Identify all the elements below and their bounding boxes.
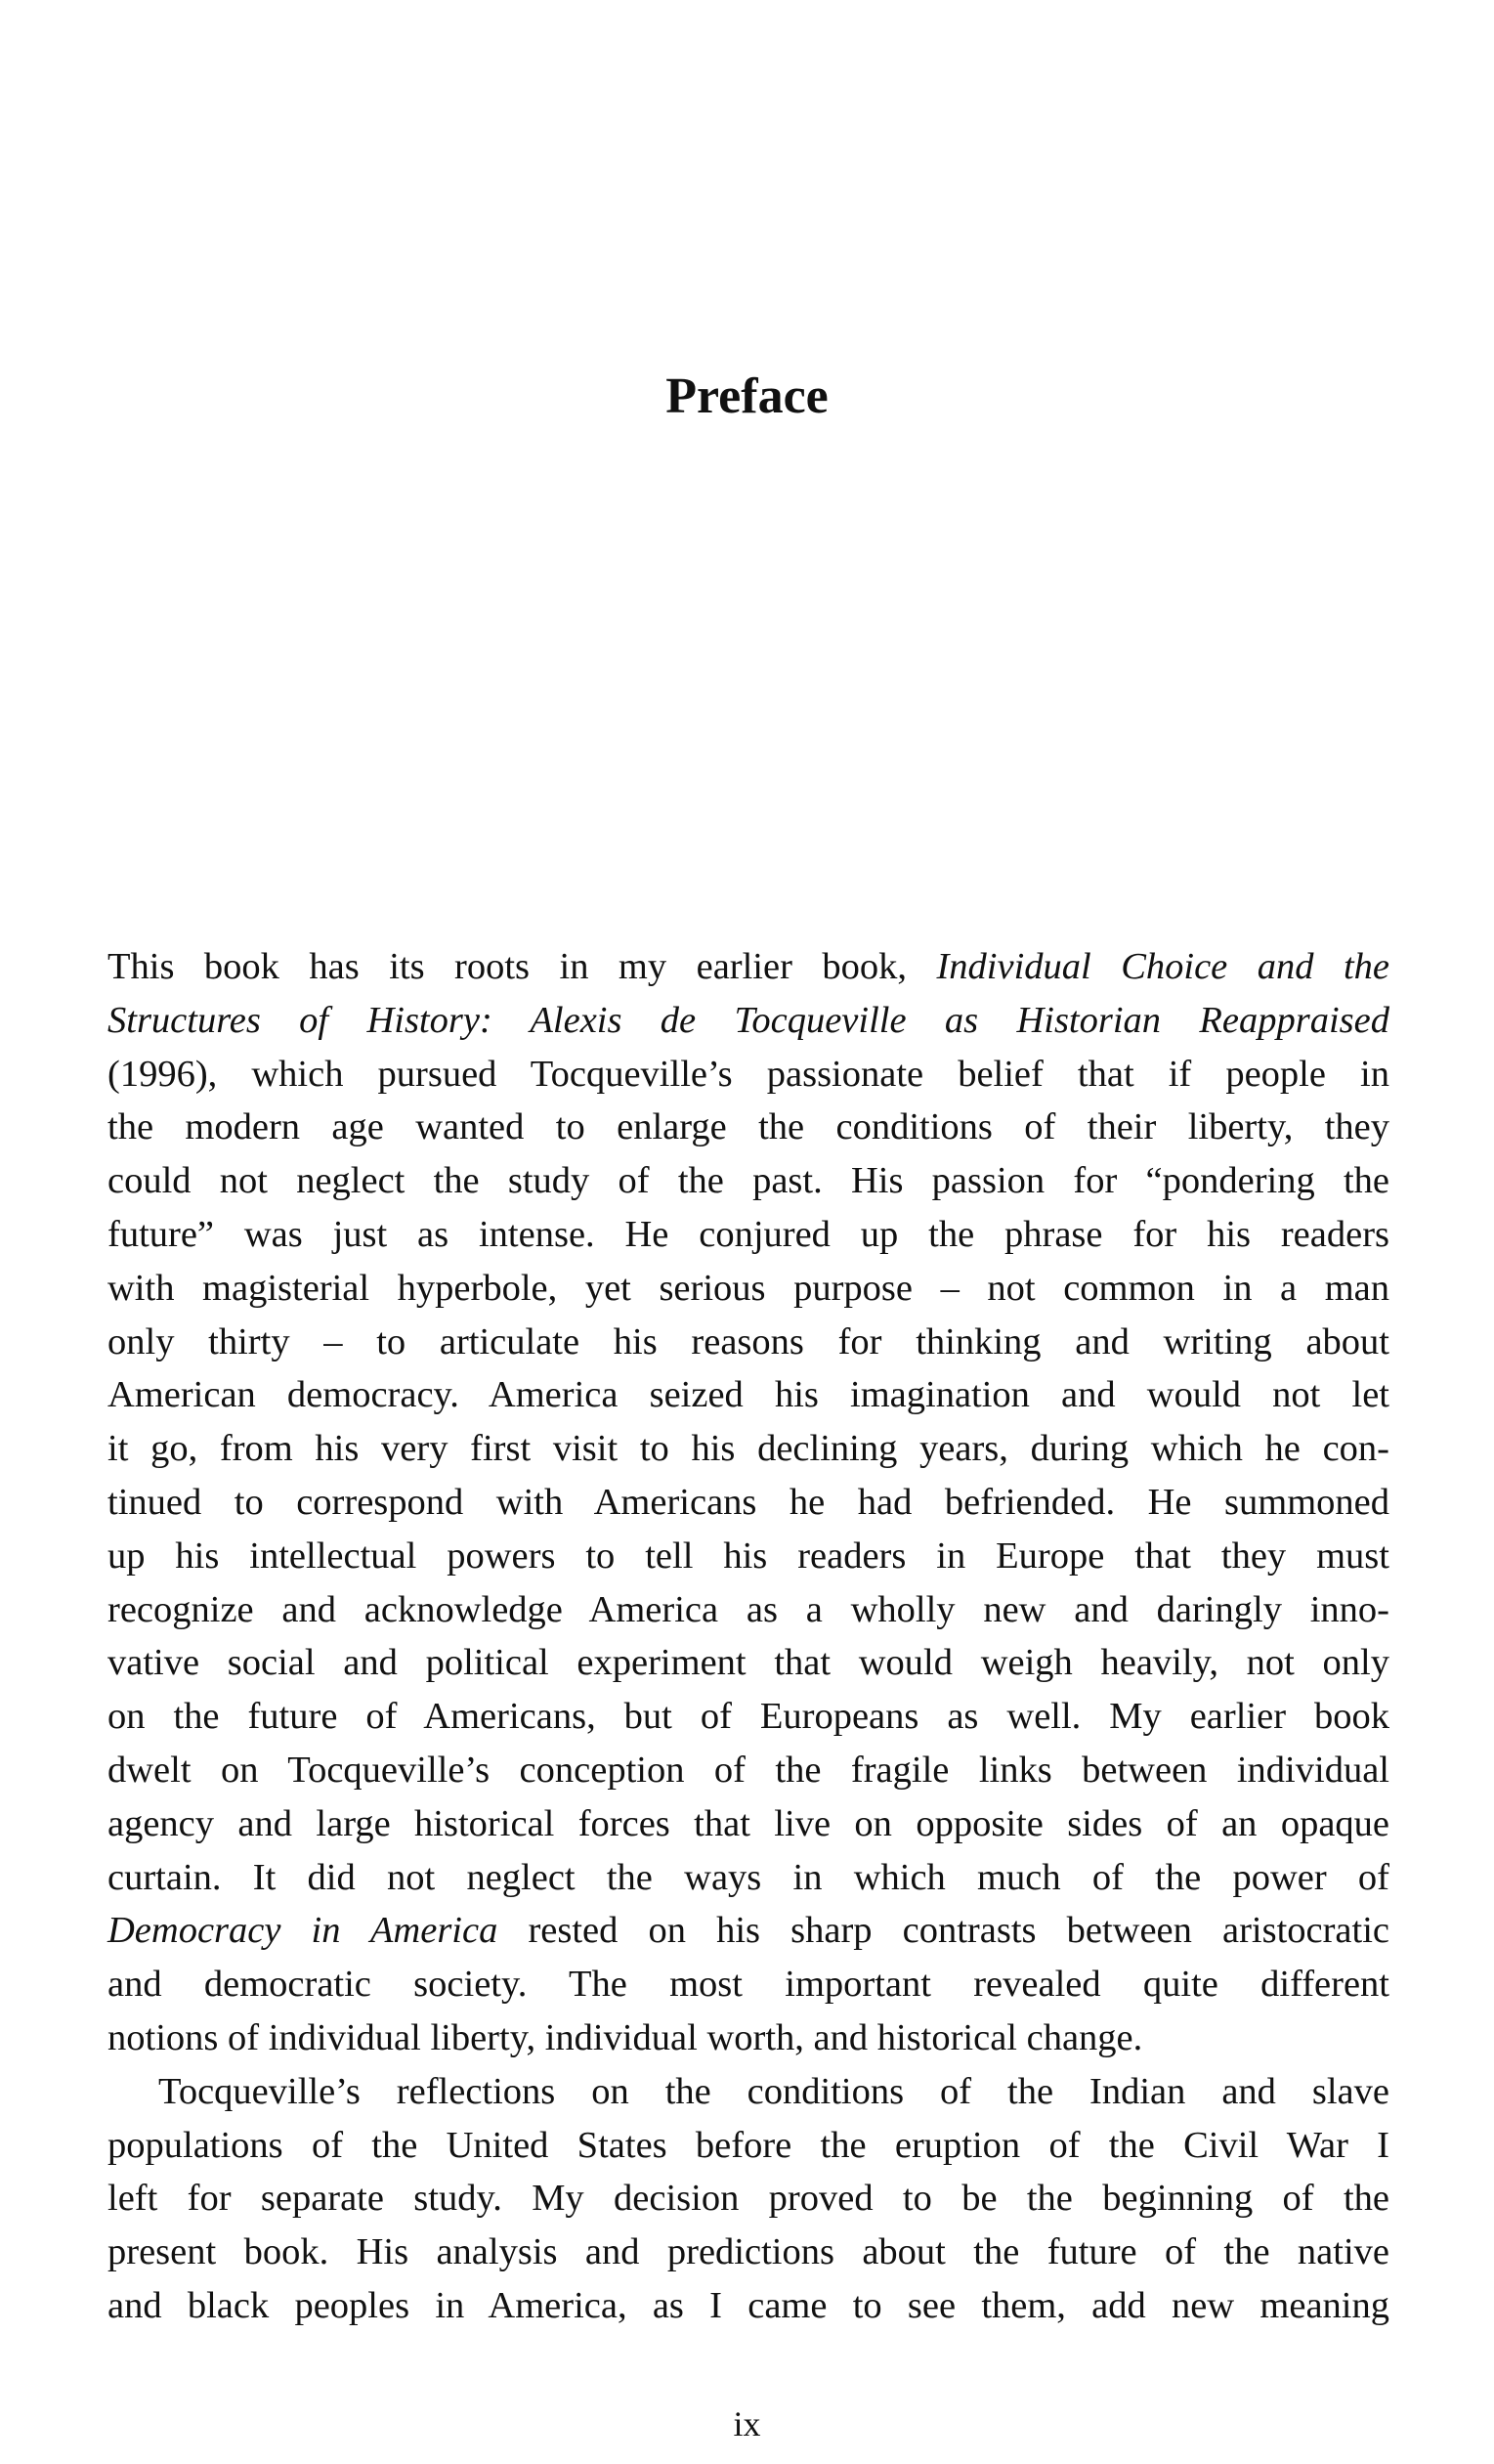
- text-line: Structures of History: Alexis de Tocqueville as Historian Reappraised: [107, 999, 1389, 1041]
- text-line: Democracy in America rested on his sharp contrasts between aristocratic: [107, 1910, 1389, 1952]
- text-line: populations of the United States before the eruption of the Civil War I: [107, 2124, 1389, 2166]
- text-line: on the future of Americans, but of Europeans as well. My earlier book: [107, 1696, 1389, 1738]
- text-line: tinued to correspond with Americans he had befriended. He summoned: [107, 1481, 1389, 1523]
- text-line: it go, from his very first visit to his declining years, during which he con-: [107, 1428, 1389, 1470]
- text-line: future” was just as intense. He conjured up the phrase for his readers: [107, 1213, 1389, 1255]
- page-title: Preface: [665, 368, 829, 424]
- text-line: the modern age wanted to enlarge the conditions of their liberty, they: [107, 1106, 1389, 1148]
- text-line: dwelt on Tocqueville’s conception of the fragile links between individual: [107, 1749, 1389, 1791]
- text-line: and black peoples in America, as I came to see them, add new meaning: [107, 2284, 1389, 2326]
- text-line: curtain. It did not neglect the ways in which much of the power of: [107, 1856, 1389, 1898]
- text-line: present book. His analysis and predictions about the future of the native: [107, 2231, 1389, 2273]
- text-line: with magisterial hyperbole, yet serious purpose – not common in a man: [107, 1267, 1389, 1309]
- page-number: ix: [733, 2404, 761, 2443]
- text-line: vative social and political experiment that would weigh heavily, not only: [107, 1642, 1389, 1684]
- text-line: notions of individual liberty, individual worth, and historical change.: [107, 2016, 1143, 2058]
- text-line: agency and large historical forces that live on opposite sides of an opaque: [107, 1802, 1389, 1844]
- text-line: recognize and acknowledge America as a wholly new and daringly inno-: [107, 1588, 1389, 1630]
- text-line: Tocqueville’s reflections on the conditions of the Indian and slave: [158, 2070, 1389, 2112]
- text-line: up his intellectual powers to tell his readers in Europe that they must: [107, 1535, 1389, 1577]
- text-line: could not neglect the study of the past. His passion for “pondering the: [107, 1160, 1389, 1202]
- text-line: only thirty – to articulate his reasons for thinking and writing about: [107, 1320, 1389, 1362]
- text-line: and democratic society. The most important revealed quite different: [107, 1964, 1389, 2006]
- text-line: (1996), which pursued Tocqueville’s passionate belief that if people in: [107, 1053, 1389, 1095]
- text-line: left for separate study. My decision proved to be the beginning of the: [107, 2178, 1389, 2220]
- preface-body: [107, 940, 1389, 2333]
- text-line: American democracy. America seized his imagination and would not let: [107, 1374, 1389, 1416]
- text-line: This book has its roots in my earlier book, Individual Choice and the: [107, 946, 1389, 987]
